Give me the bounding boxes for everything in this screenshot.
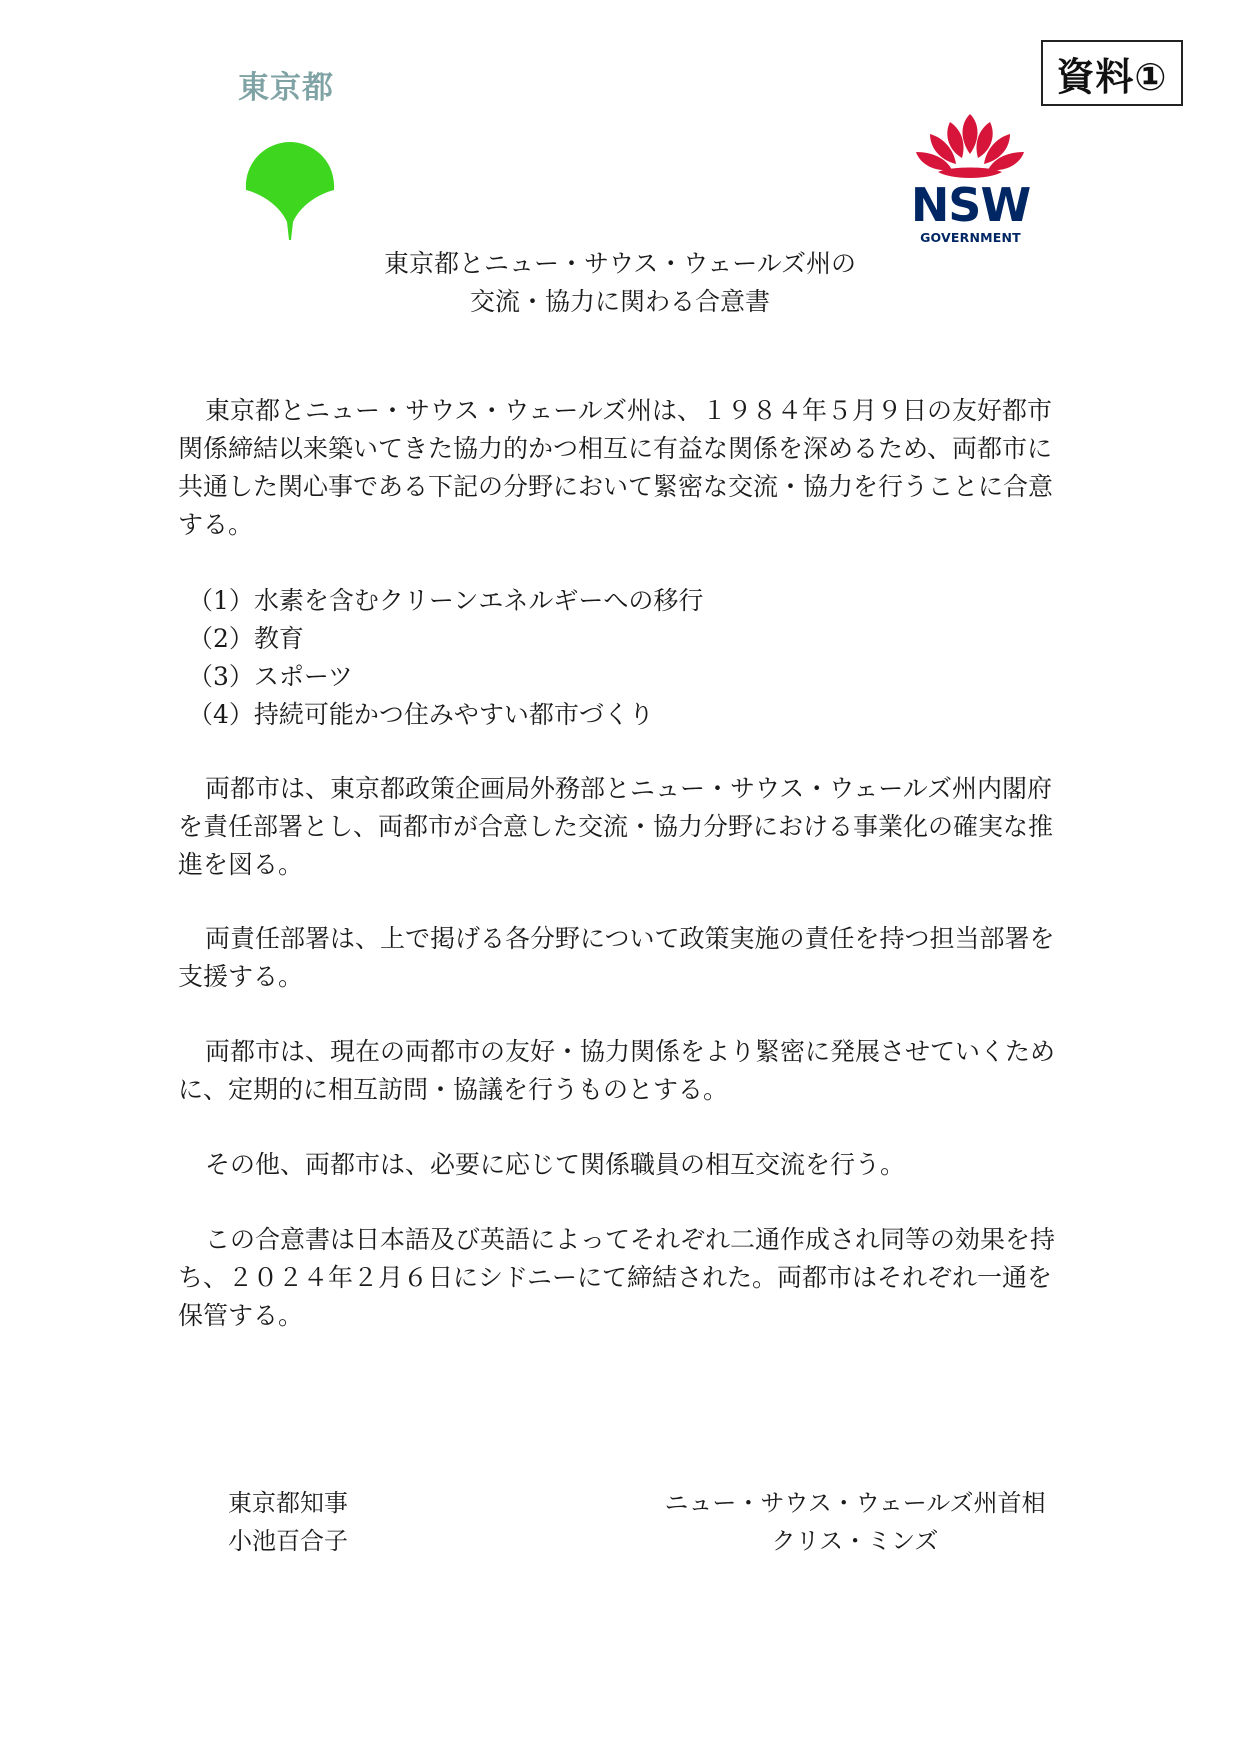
intro-paragraph: 東京都とニュー・サウス・ウェールズ州は、１９８４年５月９日の友好都市関係締結以来築いてきた協力的かつ相互に有益な関係を深めるため、両都市に共通した関心事である下記の分野において緊密な交流・協力を行うことに合意する。 [178, 396, 1054, 539]
title-line-1: 東京都とニュー・サウス・ウェールズ州の [383, 249, 856, 278]
intro-section [178, 392, 1058, 544]
paragraph-support [178, 920, 1058, 996]
nsw-logo-label: NSW [910, 178, 1031, 232]
body-paragraph: 両都市は、東京都政策企画局外務部とニュー・サウス・ウェールズ州内閣府を責任部署とし、両都市が合意した交流・協力分野における事業化の確実な推進を図る。 [178, 774, 1054, 879]
signature-nsw [650, 1484, 1060, 1560]
tokyo-ginkgo-icon [240, 142, 340, 242]
list-item: （3）スポーツ [188, 662, 353, 691]
signature-tokyo [228, 1484, 348, 1560]
paragraph-visits [178, 1033, 1058, 1109]
signature-name: クリス・ミンズ [771, 1527, 939, 1555]
list-item: （2）教育 [188, 624, 304, 653]
items-section [178, 582, 1058, 734]
title-line-2: 交流・協力に関わる合意書 [469, 287, 770, 316]
list-item: （4）持続可能かつ住みやすい都市づくり [188, 700, 654, 729]
document-title [200, 245, 1040, 321]
document-badge: 資料① [1041, 40, 1183, 106]
signature-title: 東京都知事 [228, 1489, 348, 1517]
signature-title: ニュー・サウス・ウェールズ州首相 [664, 1489, 1046, 1517]
list-item: （1）水素を含むクリーンエネルギーへの移行 [188, 586, 704, 615]
nsw-logo-sublabel: GOVERNMENT [920, 230, 1021, 245]
body-paragraph: 両都市は、現在の両都市の友好・協力関係をより緊密に発展させていくために、定期的に相互訪問・協議を行うものとする。 [178, 1037, 1056, 1104]
paragraph-execution [178, 1221, 1058, 1335]
body-paragraph: この合意書は日本語及び英語によってそれぞれ二通作成され同等の効果を持ち、２０２４年２月６日にシドニーにて締結された。両都市はそれぞれ一通を保管する。 [178, 1225, 1056, 1330]
tokyo-logo-label: 東京都 [238, 70, 334, 106]
paragraph-exchange [178, 1146, 1058, 1184]
paragraph-responsible [178, 770, 1058, 884]
body-paragraph: その他、両都市は、必要に応じて関係職員の相互交流を行う。 [205, 1150, 906, 1179]
body-paragraph: 両責任部署は、上で掲げる各分野について政策実施の責任を持つ担当部署を支援する。 [178, 924, 1055, 991]
signature-name: 小池百合子 [228, 1527, 348, 1555]
field-list [178, 582, 1058, 734]
